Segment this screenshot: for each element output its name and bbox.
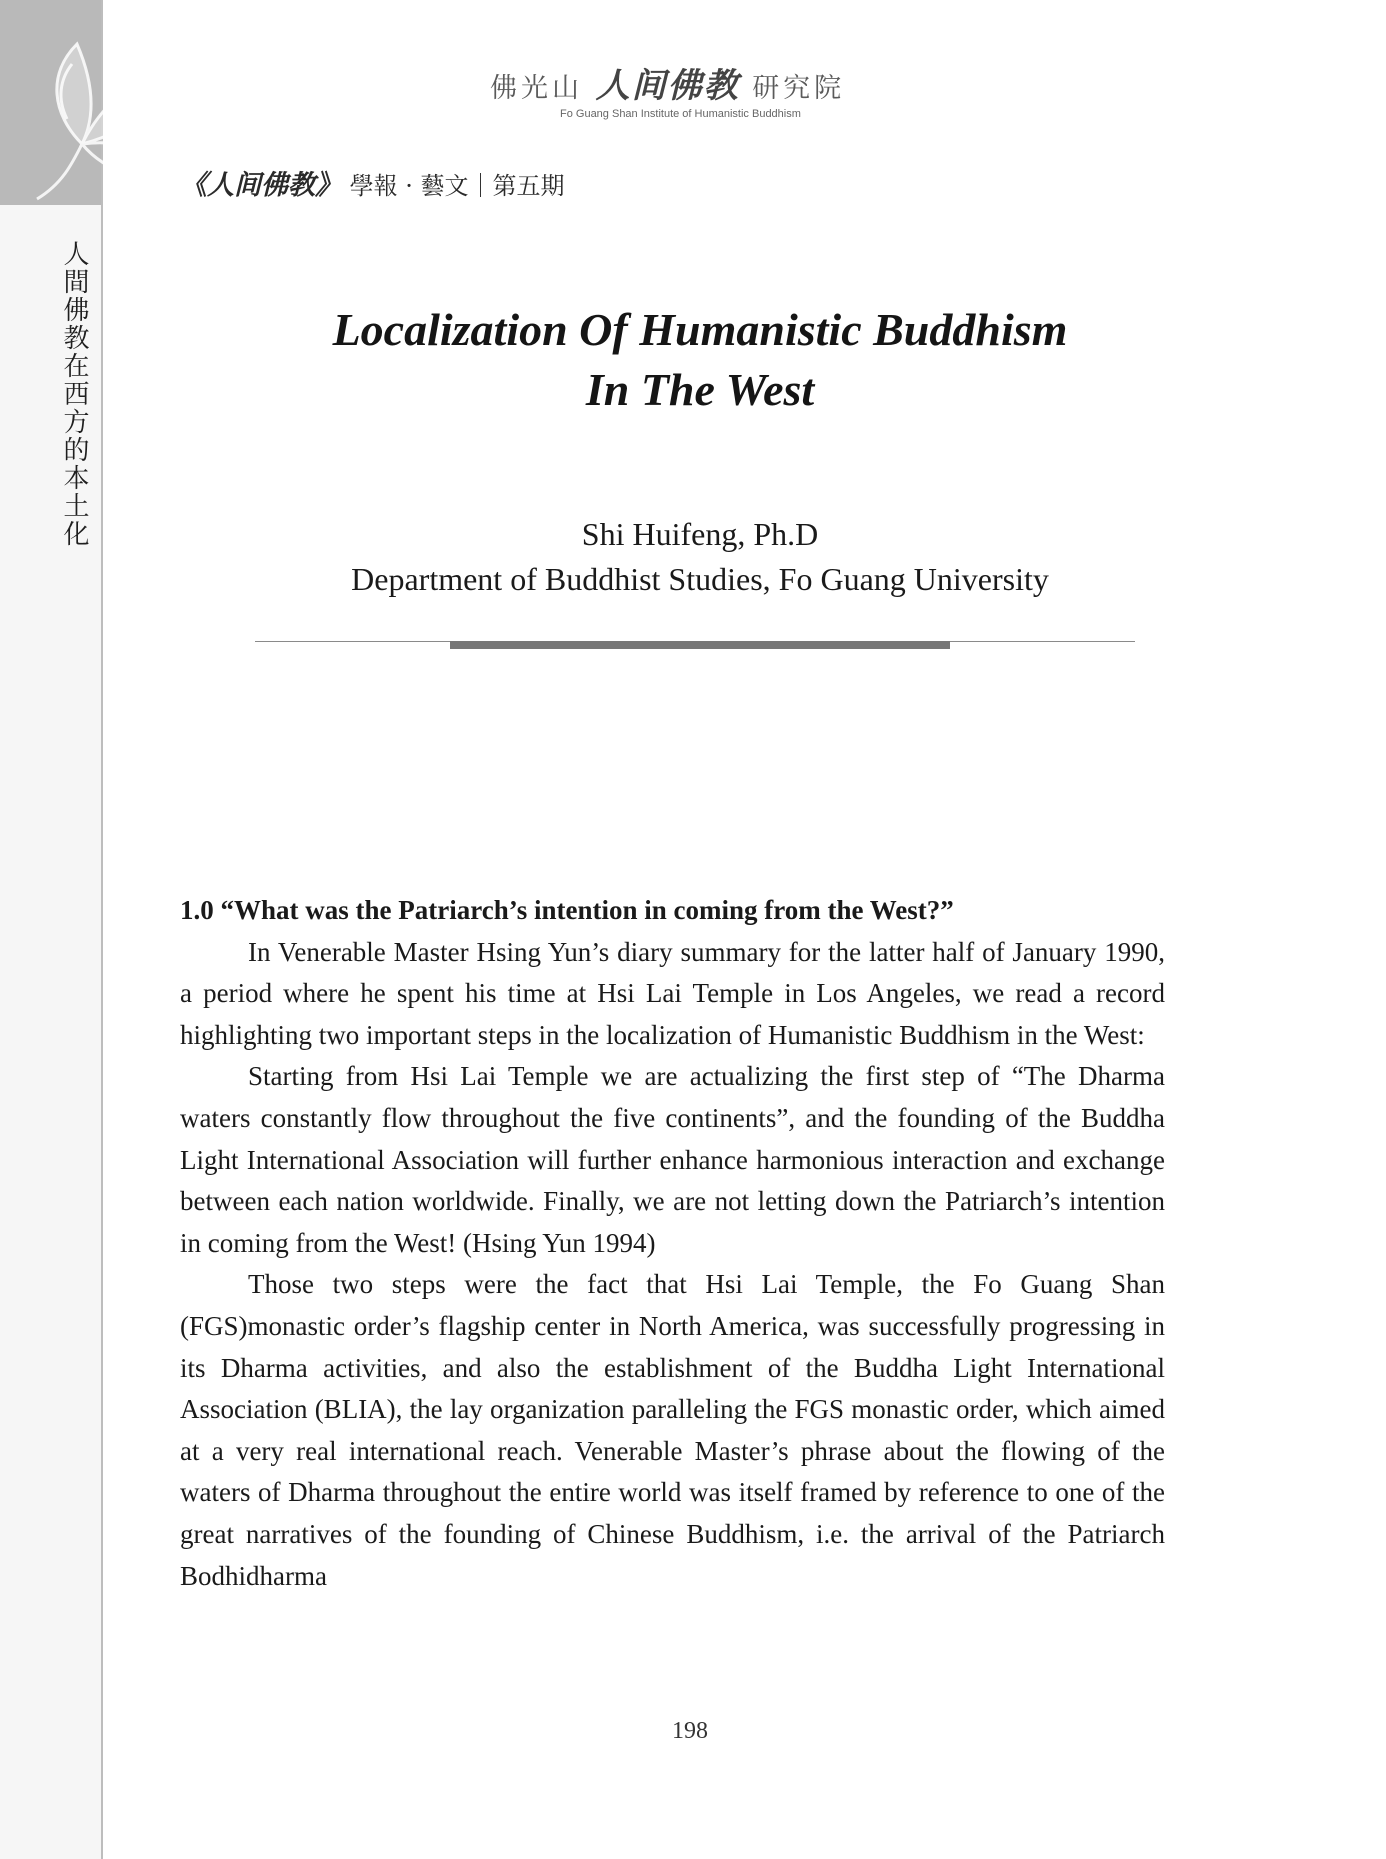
block-quote-paragraph: Starting from Hsi Lai Temple we are actualizing the first step of “The Dharma waters constantly flow throughout the five continents”, and the founding of the Buddha Light International Association will further enhance harmonious interaction and exchange between each nation worldwide. Finally, we are not letting down the Patriarch’s intention in coming from the West! (Hsing Yun 1994) (180, 1061, 1165, 1258)
journal-issue: 學報 · 藝文｜第五期 (349, 172, 565, 200)
author-name: Shi Huifeng, Ph.D (581, 516, 819, 552)
title-line-1: Localization Of Humanistic Buddhism (332, 304, 1068, 355)
left-margin-rule (101, 0, 103, 1859)
institute-name-english: Fo Guang Shan Institute of Humanistic Buddhism (560, 108, 801, 120)
institute-name-chinese (490, 58, 910, 107)
body-paragraph: In Venerable Master Hsing Yun’s diary summary for the latter half of January 1990, a period where he spent his time at Hsi Lai Temple in Los Angeles, we read a record highlighting two important steps in the localization of Humanistic Buddhism in the West: (180, 936, 1165, 1050)
body-paragraph: Those two steps were the fact that Hsi Lai Temple, the Fo Guang Shan (FGS)monastic order’s flagship center in North America, was successfully progressing in its Dharma activities, and also the establishment of the Buddha Light International Association (BLIA), the lay organization paralleling the FGS monastic order, which aimed at a very real international reach. Venerable Master’s phrase about the flowing of the waters of Dharma throughout the entire world was itself framed by reference to one of the great narratives of the founding of Chinese Buddhism, i.e. the arrival of the Patriarch Bodhidharma (180, 1269, 1165, 1591)
journal-header (180, 163, 740, 202)
vertical-running-title: 人間佛教在西方的本土化 (59, 240, 89, 548)
journal-brand: 《人间佛教》 (180, 170, 342, 201)
institute-suffix: 研究院 (752, 73, 846, 104)
title-divider-thick (450, 641, 950, 649)
article-title (180, 300, 1220, 420)
institute-prefix: 佛光山 (490, 73, 583, 104)
section-heading: 1.0 “What was the Patriarch’s intention in coming from the West?” (180, 895, 954, 925)
title-line-2: In The West (585, 364, 815, 415)
page-number: 198 (672, 1718, 708, 1744)
author-affiliation: Department of Buddhist Studies, Fo Guang University (351, 561, 1049, 597)
institute-brand: 人间佛教 (595, 66, 740, 106)
article-body (180, 890, 1165, 1597)
